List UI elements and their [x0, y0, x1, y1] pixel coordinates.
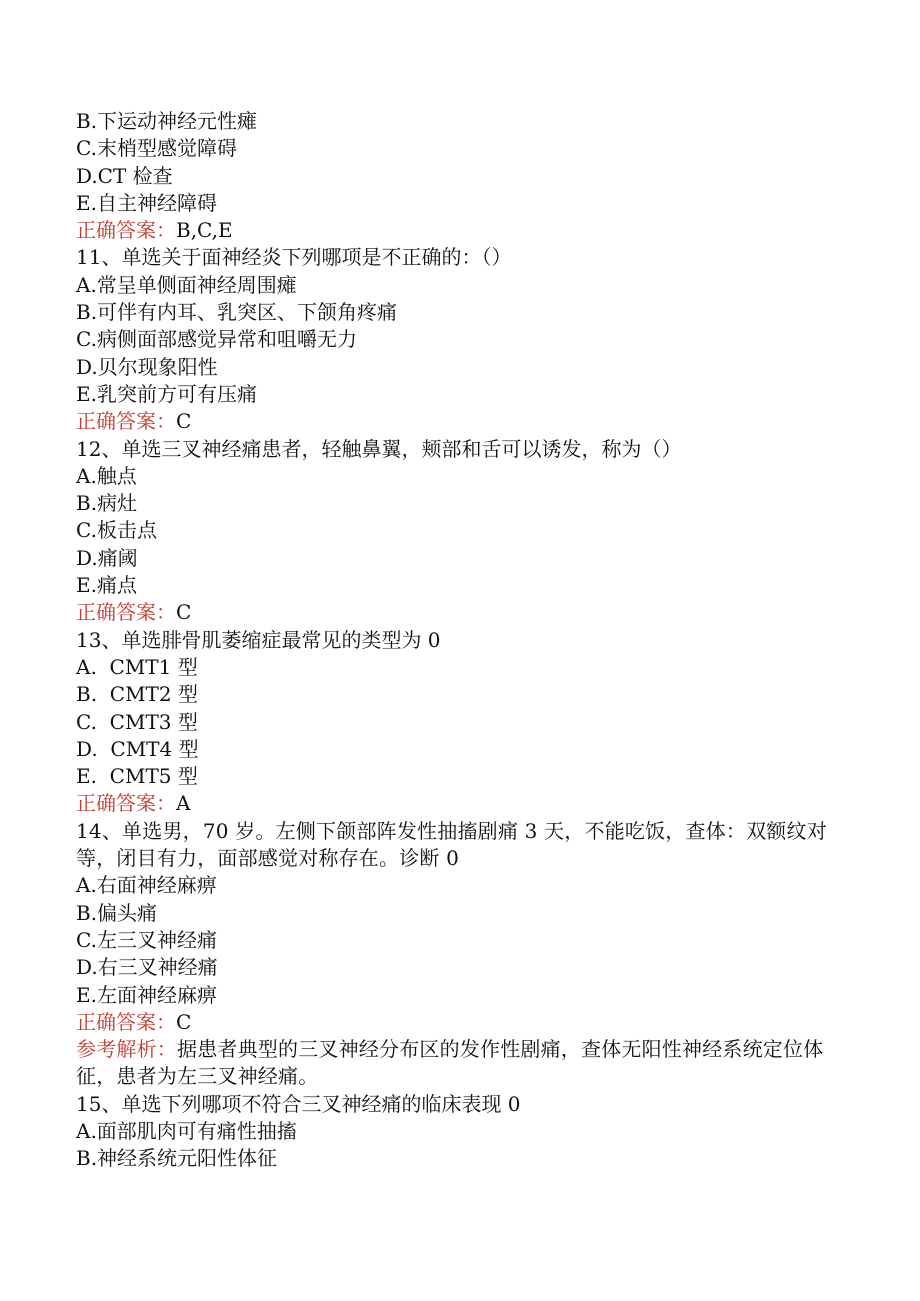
option-d: D.CT 检查 — [76, 163, 173, 188]
question-list — [76, 108, 836, 1173]
answer-value: C — [176, 600, 192, 625]
option-e: E. CMT5 型 — [76, 764, 198, 789]
option-e: E.左面神经麻痹 — [76, 982, 217, 1007]
analysis-text: 据患者典型的三叉神经分布区的发作性剧痛，查体无阳性神经系统定位体征，患者为左三叉神经痛。 — [76, 1037, 824, 1089]
option-a: A. CMT1 型 — [76, 654, 198, 679]
question-stem: 14、单选男，70 岁。左侧下颌部阵发性抽搐剧痛 3 天，不能吃饭，查体：双额纹对等，闭目有力，面部感觉对称存在。诊断 0 — [76, 818, 827, 871]
answer-value: A — [176, 791, 191, 816]
analysis-label: 参考解析： — [76, 1037, 177, 1062]
option-a: A.面部肌肉可有痛性抽搐 — [76, 1118, 297, 1143]
option-b: B.可伴有内耳、乳突区、下颌角疼痛 — [76, 300, 398, 325]
option-c: C.末梢型感觉障碍 — [76, 136, 237, 161]
correct-answer — [76, 217, 836, 244]
question-stem: 11、单选关于面神经炎下列哪项是不正确的：（） — [76, 245, 512, 270]
question-14 — [76, 818, 836, 1091]
option-b: B.偏头痛 — [76, 900, 158, 925]
answer-label: 正确答案： — [76, 409, 176, 434]
answer-value: C — [176, 1009, 192, 1034]
answer-label: 正确答案： — [76, 218, 176, 243]
option-b: B.下运动神经元性瘫 — [76, 109, 258, 133]
option-e: E.自主神经障碍 — [76, 190, 217, 215]
option-c: C.板击点 — [76, 518, 157, 543]
option-b: B. CMT2 型 — [76, 682, 198, 707]
answer-value: B,C,E — [176, 218, 233, 243]
option-d: D. CMT4 型 — [76, 736, 199, 761]
answer-value: C — [176, 409, 192, 434]
question-stem: 12、单选三叉神经痛患者，轻触鼻翼，颊部和舌可以诱发，称为（） — [76, 436, 682, 461]
question-15 — [76, 1091, 836, 1173]
correct-answer — [76, 1009, 836, 1036]
question-12 — [76, 436, 836, 627]
question-stem: 13、单选腓骨肌萎缩症最常见的类型为 0 — [76, 627, 441, 652]
option-c: C.病侧面部感觉异常和咀嚼无力 — [76, 327, 357, 352]
question-13 — [76, 627, 836, 818]
option-e: E.乳突前方可有压痛 — [76, 381, 257, 406]
option-d: D.右三叉神经痛 — [76, 955, 218, 980]
question-11 — [76, 244, 836, 435]
reference-analysis — [76, 1036, 836, 1091]
option-b: B.病灶 — [76, 491, 138, 516]
correct-answer — [76, 599, 836, 626]
question-10-tail — [76, 108, 836, 244]
option-a: A.常呈单侧面神经周围瘫 — [76, 272, 297, 297]
option-c: C. CMT3 型 — [76, 709, 198, 734]
correct-answer — [76, 408, 836, 435]
answer-label: 正确答案： — [76, 791, 176, 816]
correct-answer — [76, 790, 836, 817]
option-c: C.左三叉神经痛 — [76, 927, 217, 952]
option-b: B.神经系统元阳性体征 — [76, 1146, 278, 1171]
option-d: D.痛阈 — [76, 545, 138, 570]
option-a: A.触点 — [76, 463, 137, 488]
option-d: D.贝尔现象阳性 — [76, 354, 218, 379]
answer-label: 正确答案： — [76, 1009, 176, 1034]
option-e: E.痛点 — [76, 573, 137, 598]
answer-label: 正确答案： — [76, 600, 176, 625]
question-stem: 15、单选下列哪项不符合三叉神经痛的临床表现 0 — [76, 1091, 521, 1116]
option-a: A.右面神经麻痹 — [76, 873, 217, 898]
